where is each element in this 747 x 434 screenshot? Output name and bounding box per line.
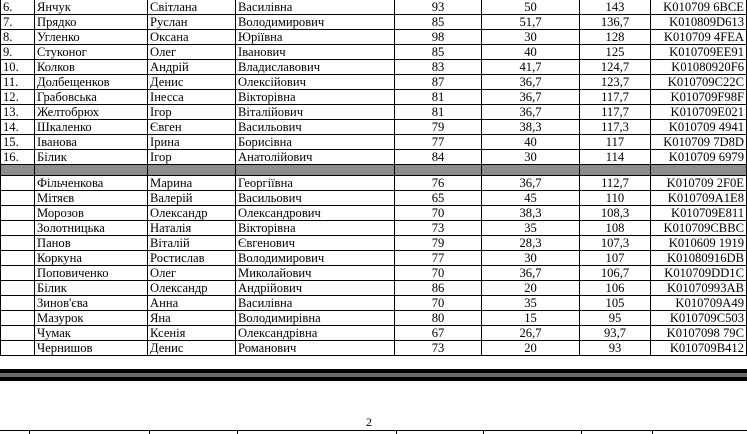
surname-cell: Чернишов (35, 341, 148, 356)
total-cell: 124,7 (580, 60, 651, 75)
score-cell: 81 (395, 105, 482, 120)
code-cell: K010709 4941 (651, 120, 747, 135)
row-number: 15. (1, 135, 35, 150)
total-cell: 108 (580, 221, 651, 236)
code-cell: K010709C22C (651, 75, 747, 90)
total-cell: 143 (580, 0, 651, 15)
bonus-cell: 30 (482, 30, 580, 45)
patronymic-cell: Юріївна (236, 30, 395, 45)
first-name-cell: Андрій (148, 60, 236, 75)
table-row (1, 75, 747, 90)
bonus-cell: 35 (482, 296, 580, 311)
row-number (1, 176, 35, 191)
table-row (1, 221, 747, 236)
code-cell: K010709E021 (651, 105, 747, 120)
patronymic-cell: Василівна (236, 0, 395, 15)
code-cell: K010709 6979 (651, 150, 747, 165)
patronymic-cell: Георгіївна (236, 176, 395, 191)
surname-cell: Чумак (35, 326, 148, 341)
surname-cell: Стуконог (35, 45, 148, 60)
patronymic-cell: Володимирович (236, 251, 395, 266)
total-cell: 117,7 (580, 105, 651, 120)
bonus-cell: 20 (482, 281, 580, 296)
row-number: 16. (1, 150, 35, 165)
code-cell: K010809D613 (651, 15, 747, 30)
first-name-cell: Віталій (148, 236, 236, 251)
surname-cell: Панов (35, 236, 148, 251)
table-row (1, 45, 747, 60)
score-cell: 80 (395, 311, 482, 326)
code-cell: K010609 1919 (651, 236, 747, 251)
total-cell: 114 (580, 150, 651, 165)
surname-cell: Іванова (35, 135, 148, 150)
row-number (1, 221, 35, 236)
table-row (1, 341, 747, 356)
page-number: 2 (366, 415, 372, 429)
first-name-cell: Інесса (148, 90, 236, 105)
row-number: 11. (1, 75, 35, 90)
patronymic-cell: Володимирівна (236, 311, 395, 326)
table-row (1, 206, 747, 221)
score-cell: 70 (395, 266, 482, 281)
bonus-cell: 28,3 (482, 236, 580, 251)
score-cell: 85 (395, 45, 482, 60)
patronymic-cell: Олександрівна (236, 326, 395, 341)
bonus-cell: 20 (482, 341, 580, 356)
score-cell: 79 (395, 120, 482, 135)
total-cell: 128 (580, 30, 651, 45)
surname-cell: Желтобрюх (35, 105, 148, 120)
table-row (1, 15, 747, 30)
first-name-cell: Євген (148, 120, 236, 135)
score-cell: 84 (395, 150, 482, 165)
table-row (1, 176, 747, 191)
bonus-cell: 36,7 (482, 105, 580, 120)
score-cell: 77 (395, 135, 482, 150)
surname-cell: Коркуна (35, 251, 148, 266)
row-number (1, 266, 35, 281)
row-number: 9. (1, 45, 35, 60)
row-number (1, 236, 35, 251)
score-cell: 73 (395, 221, 482, 236)
score-cell: 73 (395, 341, 482, 356)
code-cell: K0107098 79C (651, 326, 747, 341)
score-cell: 81 (395, 90, 482, 105)
code-cell: K010709 7D8D (651, 135, 747, 150)
table-row (1, 90, 747, 105)
table-row (1, 150, 747, 165)
first-name-cell: Валерій (148, 191, 236, 206)
row-number: 13. (1, 105, 35, 120)
bonus-cell: 38,3 (482, 120, 580, 135)
first-name-cell: Світлана (148, 0, 236, 15)
first-name-cell: Оксана (148, 30, 236, 45)
code-cell: K010709A1E8 (651, 191, 747, 206)
page-divider-band (0, 369, 747, 381)
total-cell: 117,7 (580, 90, 651, 105)
patronymic-cell: Васильович (236, 191, 395, 206)
surname-cell: Шкаленко (35, 120, 148, 135)
score-cell: 79 (395, 236, 482, 251)
score-cell: 93 (395, 0, 482, 15)
bonus-cell: 26,7 (482, 326, 580, 341)
code-cell: K01080916DB (651, 251, 747, 266)
row-number (1, 326, 35, 341)
score-cell: 86 (395, 281, 482, 296)
score-cell: 83 (395, 60, 482, 75)
total-cell: 117,3 (580, 120, 651, 135)
surname-cell: Поповиченко (35, 266, 148, 281)
row-number: 14. (1, 120, 35, 135)
surname-cell: Зинов'єва (35, 296, 148, 311)
surname-cell: Колков (35, 60, 148, 75)
code-cell: K010709 6BCE (651, 0, 747, 15)
surname-cell: Білик (35, 150, 148, 165)
bonus-cell: 30 (482, 150, 580, 165)
bonus-cell: 36,7 (482, 75, 580, 90)
first-name-cell: Олег (148, 266, 236, 281)
patronymic-cell: Володимирович (236, 15, 395, 30)
table-row (1, 311, 747, 326)
row-number (1, 311, 35, 326)
total-cell: 93 (580, 341, 651, 356)
code-cell: K010709A49 (651, 296, 747, 311)
total-cell: 108,3 (580, 206, 651, 221)
patronymic-cell: Андрійович (236, 281, 395, 296)
patronymic-cell: Романович (236, 341, 395, 356)
code-cell: K010709CBBC (651, 221, 747, 236)
surname-cell: Грабовська (35, 90, 148, 105)
code-cell: K01070993AB (651, 281, 747, 296)
total-cell: 106 (580, 281, 651, 296)
bonus-cell: 41,7 (482, 60, 580, 75)
surname-cell: Мазурок (35, 311, 148, 326)
first-name-cell: Руслан (148, 15, 236, 30)
first-name-cell: Денис (148, 75, 236, 90)
first-name-cell: Ростислав (148, 251, 236, 266)
first-name-cell: Ігор (148, 150, 236, 165)
bonus-cell: 30 (482, 251, 580, 266)
surname-cell: Золотницька (35, 221, 148, 236)
row-number: 8. (1, 30, 35, 45)
patronymic-cell: Борисівна (236, 135, 395, 150)
bonus-cell: 15 (482, 311, 580, 326)
bonus-cell: 51,7 (482, 15, 580, 30)
score-cell: 87 (395, 75, 482, 90)
total-cell: 112,7 (580, 176, 651, 191)
patronymic-cell: Олександрович (236, 206, 395, 221)
row-number: 10. (1, 60, 35, 75)
first-name-cell: Олег (148, 45, 236, 60)
table-section-top (1, 0, 747, 165)
score-cell: 98 (395, 30, 482, 45)
patronymic-cell: Василівна (236, 296, 395, 311)
score-cell: 76 (395, 176, 482, 191)
total-cell: 117 (580, 135, 651, 150)
table-row (1, 135, 747, 150)
bonus-cell: 38,3 (482, 206, 580, 221)
first-name-cell: Анна (148, 296, 236, 311)
score-cell: 70 (395, 296, 482, 311)
table-row (1, 105, 747, 120)
first-name-cell: Денис (148, 341, 236, 356)
row-number (1, 251, 35, 266)
code-cell: K010709F98F (651, 90, 747, 105)
total-cell: 110 (580, 191, 651, 206)
table-row (1, 251, 747, 266)
surname-cell: Янчук (35, 0, 148, 15)
row-number: 7. (1, 15, 35, 30)
table-row (1, 120, 747, 135)
table-section-bottom (1, 176, 747, 356)
surname-cell: Прядко (35, 15, 148, 30)
row-number: 6. (1, 0, 35, 15)
bonus-cell: 36,7 (482, 176, 580, 191)
score-cell: 70 (395, 206, 482, 221)
bonus-cell: 40 (482, 135, 580, 150)
total-cell: 93,7 (580, 326, 651, 341)
table-row (1, 60, 747, 75)
bonus-cell: 35 (482, 221, 580, 236)
patronymic-cell: Васильович (236, 120, 395, 135)
table-row (1, 0, 747, 15)
total-cell: 107,3 (580, 236, 651, 251)
total-cell: 136,7 (580, 15, 651, 30)
patronymic-cell: Миколайович (236, 266, 395, 281)
total-cell: 105 (580, 296, 651, 311)
first-name-cell: Ксенія (148, 326, 236, 341)
first-name-cell: Ігор (148, 105, 236, 120)
total-cell: 123,7 (580, 75, 651, 90)
table-row (1, 236, 747, 251)
surname-cell: Мітяєв (35, 191, 148, 206)
total-cell: 125 (580, 45, 651, 60)
table-row (1, 266, 747, 281)
next-page-table-top (0, 430, 747, 434)
code-cell: K010709 4FEA (651, 30, 747, 45)
table-row (1, 296, 747, 311)
first-name-cell: Ірина (148, 135, 236, 150)
surname-cell: Угленко (35, 30, 148, 45)
score-cell: 65 (395, 191, 482, 206)
table-row (1, 326, 747, 341)
bonus-cell: 50 (482, 0, 580, 15)
row-number: 12. (1, 90, 35, 105)
bonus-cell: 36,7 (482, 90, 580, 105)
bonus-cell: 36,7 (482, 266, 580, 281)
table-row (1, 281, 747, 296)
patronymic-cell: Вікторівна (236, 221, 395, 236)
first-name-cell: Марина (148, 176, 236, 191)
table-row (1, 30, 747, 45)
total-cell: 95 (580, 311, 651, 326)
patronymic-cell: Євгенович (236, 236, 395, 251)
bonus-cell: 40 (482, 45, 580, 60)
surname-cell: Фільченкова (35, 176, 148, 191)
code-cell: K010709E811 (651, 206, 747, 221)
table-row (1, 191, 747, 206)
first-name-cell: Олександр (148, 281, 236, 296)
total-cell: 107 (580, 251, 651, 266)
code-cell: K010709DD1C (651, 266, 747, 281)
score-cell: 77 (395, 251, 482, 266)
patronymic-cell: Іванович (236, 45, 395, 60)
code-cell: K010709C503 (651, 311, 747, 326)
patronymic-cell: Віталійович (236, 105, 395, 120)
bonus-cell: 45 (482, 191, 580, 206)
code-cell: K010709 2F0E (651, 176, 747, 191)
row-number (1, 341, 35, 356)
row-number (1, 206, 35, 221)
first-name-cell: Наталія (148, 221, 236, 236)
patronymic-cell: Вікторівна (236, 90, 395, 105)
surname-cell: Білик (35, 281, 148, 296)
row-number (1, 191, 35, 206)
score-cell: 85 (395, 15, 482, 30)
table-separator (1, 165, 747, 176)
code-cell: K010709B412 (651, 341, 747, 356)
surname-cell: Долбещенков (35, 75, 148, 90)
total-cell: 106,7 (580, 266, 651, 281)
code-cell: K01080920F6 (651, 60, 747, 75)
patronymic-cell: Анатолійович (236, 150, 395, 165)
first-name-cell: Олександр (148, 206, 236, 221)
patronymic-cell: Олексійович (236, 75, 395, 90)
row-number (1, 281, 35, 296)
surname-cell: Морозов (35, 206, 148, 221)
patronymic-cell: Владиславович (236, 60, 395, 75)
row-number (1, 296, 35, 311)
score-cell: 67 (395, 326, 482, 341)
separator-row (1, 165, 747, 176)
first-name-cell: Яна (148, 311, 236, 326)
code-cell: K010709EE91 (651, 45, 747, 60)
